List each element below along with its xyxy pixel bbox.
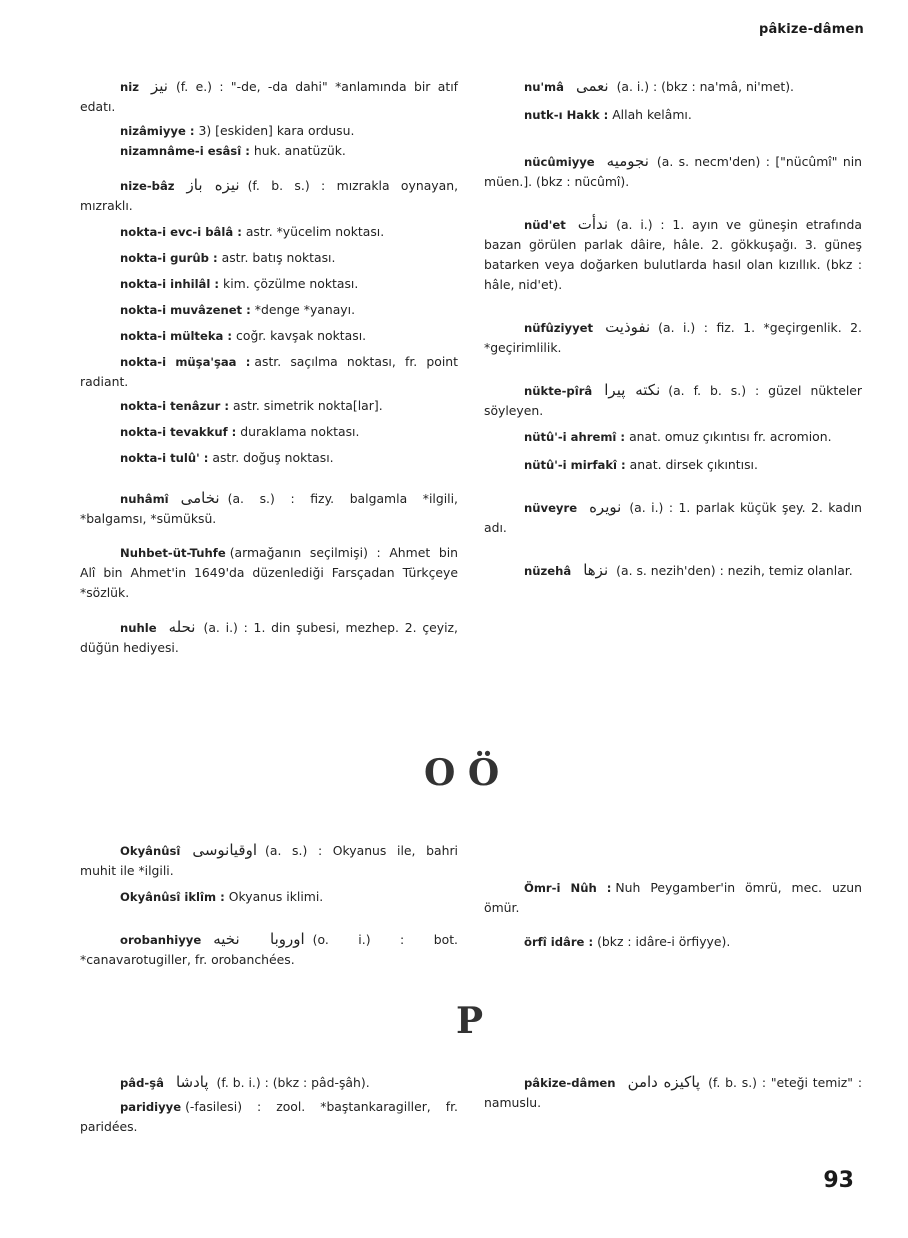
entry: Okyânûsî اوقیانوسی (a. s.) : Okyanus ile, bahri muhit ile *ilgili. xyxy=(80,841,458,878)
entry: nokta-i tevakkuf : duraklama noktası. xyxy=(120,424,360,439)
entry: nuhle نحله (a. i.) : 1. din şubesi, mezhep. 2. çeyiz, düğün hediyesi. xyxy=(80,618,458,655)
entry: nizâmiyye : 3) [eskiden] kara ordusu. xyxy=(120,123,355,138)
entry: örfî idâre : (bkz : idâre-i örfiyye). xyxy=(524,934,731,949)
entry: nücûmiyye نجومیه (a. s. necm'den) : ["nücûmî" nin müen.]. (bkz : nücûmî). xyxy=(484,152,862,189)
entry: nize-bâz نیزه باز (f. b. s.) : mızrakla oynayan, mızraklı. xyxy=(80,176,459,213)
entry: nokta-i gurûb : astr. batış noktası. xyxy=(120,250,336,265)
left-column-n xyxy=(80,76,458,658)
entry: Ömr-i Nûh : Nuh Peygamber'in ömrü, mec. uzun ömür. xyxy=(484,880,863,915)
entry: nokta-i tenâzur : astr. simetrik nokta[lar]. xyxy=(120,398,383,413)
entry: nükte-pîrâ نکته پیرا (a. f. b. s.) : güzel nükteler söyleyen. xyxy=(484,381,862,418)
entry: nokta-i müşa'şaa : astr. saçılma noktası, fr. point radiant. xyxy=(80,354,458,389)
running-head: pâkize-dâmen xyxy=(758,22,864,37)
section-letter-p: P xyxy=(456,1000,484,1042)
entry: nokta-i muvâzenet : *denge *yanayı. xyxy=(120,302,356,317)
left-column-p xyxy=(80,1072,458,1137)
entry: Okyânûsî iklîm : Okyanus iklimi. xyxy=(120,889,324,904)
entry: nokta-i mülteka : coğr. kavşak noktası. xyxy=(120,328,367,343)
entry: nu'mâ نعمی (a. i.) : (bkz : na'mâ, ni'met). xyxy=(524,77,794,95)
entry: nuhâmî نخامی (a. s.) : fizy. balgamla *ilgili, *balgamsı, *sümüksü. xyxy=(80,489,458,526)
section-letter-o: O Ö xyxy=(424,752,500,794)
entry: nizamnâme-i esâsî : huk. anatüzük. xyxy=(120,143,346,158)
right-column-p xyxy=(484,1072,862,1113)
entry: nokta-i inhilâl : kim. çözülme noktası. xyxy=(120,276,359,291)
left-column-o xyxy=(80,840,458,970)
entry: pâd-şâ پادشا (f. b. i.) : (bkz : pâd-şâh). xyxy=(120,1073,370,1091)
page-number: 93 xyxy=(823,1168,854,1193)
entry: niz نیز (f. e.) : "-de, -da dahi" *anlamında bir atıf edatı. xyxy=(80,77,458,114)
entry: nütû'-i ahremî : anat. omuz çıkıntısı fr. acromion. xyxy=(524,429,832,444)
entry: nüd'et ندأت (a. i.) : 1. ayın ve güneşin etrafında bazan görülen parlak dâire, hâle. 2. gökkuşağı. 3. güneş batarken veya doğarken bulutlarda hasıl olan kızıllık. (bkz : hâle, nid'et). xyxy=(484,215,862,292)
entry: pâkize-dâmen پاکیزه دامن (f. b. s.) : "eteği temiz" : namuslu. xyxy=(484,1073,862,1110)
entry: nüveyre نویره (a. i.) : 1. parlak küçük şey. 2. kadın adı. xyxy=(484,498,862,535)
entry: paridiyye (-fasilesi) : zool. *baştankaragiller, fr. paridées. xyxy=(80,1099,458,1134)
entry: nüfûziyyet نفوذیت (a. i.) : fiz. 1. *geçirgenlik. 2. *geçirimlilik. xyxy=(484,318,862,355)
entry: orobanhiyye اوروبا نخیه (o. i.) : bot. *canavarotugiller, fr. orobanchées. xyxy=(80,930,458,967)
right-column-o xyxy=(484,878,862,952)
entry: Nuhbet-üt-Tuhfe (armağanın seçilmişi) : Ahmet bin Alî bin Ahmet'in 1649'da düzenlediği Farsçadan Türkçeye *sözlük. xyxy=(80,545,458,600)
entry: nüzehâ نزها (a. s. nezih'den) : nezih, temiz olanlar. xyxy=(524,561,853,579)
entry: nütû'-i mirfakî : anat. dirsek çıkıntısı. xyxy=(524,457,758,472)
entry: nutk-ı Hakk : Allah kelâmı. xyxy=(524,107,692,122)
entry: nokta-i tulû' : astr. doğuş noktası. xyxy=(120,450,334,465)
entry: nokta-i evc-i bâlâ : astr. *yücelim noktası. xyxy=(120,224,385,239)
right-column-n xyxy=(484,76,862,581)
